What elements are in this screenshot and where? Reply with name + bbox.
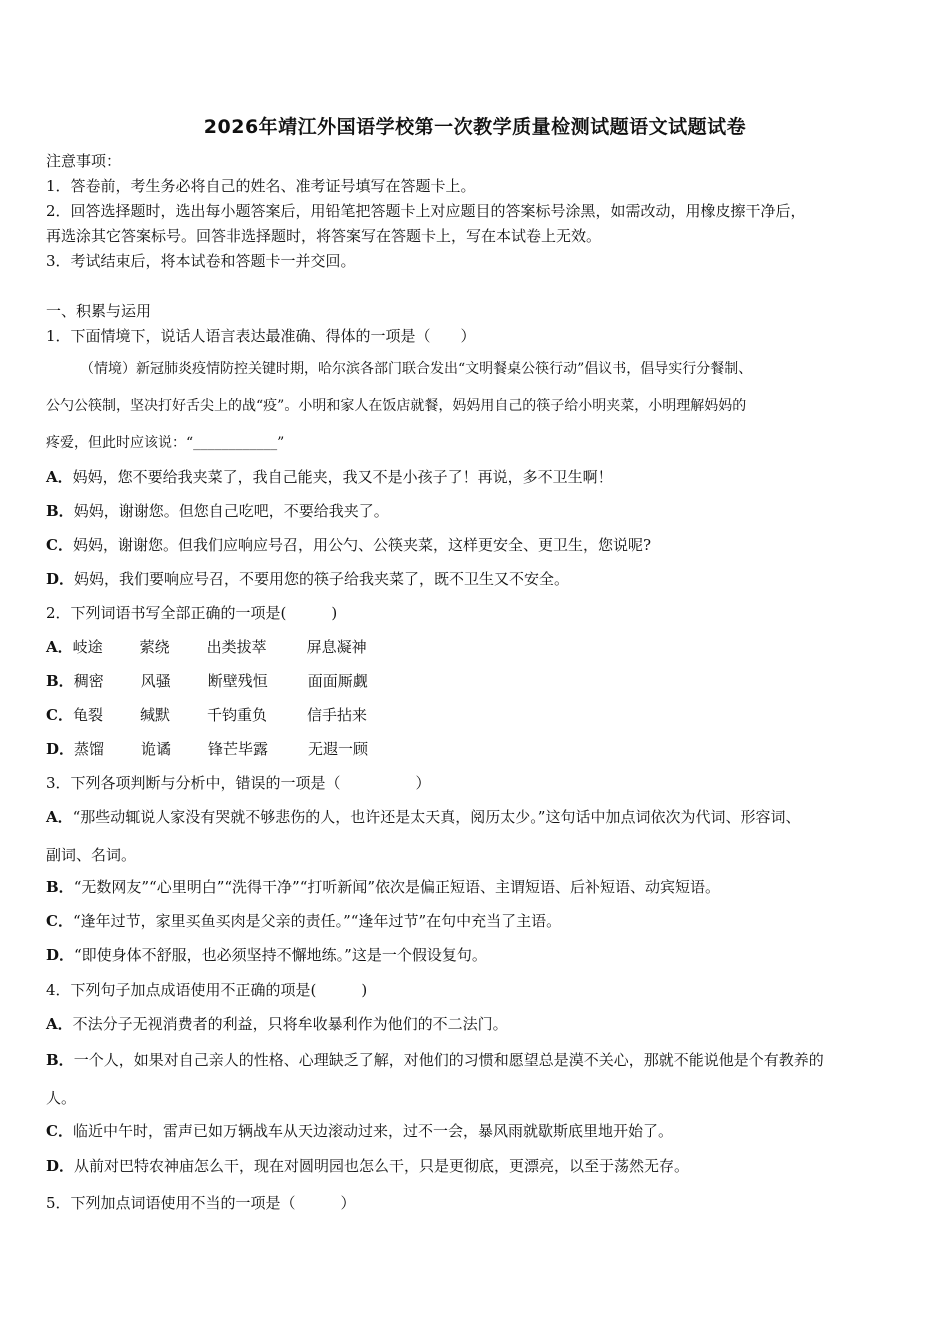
option-word: 稠密 bbox=[73, 672, 104, 690]
option-word: 屏息凝神 bbox=[306, 638, 367, 656]
option-label: D． bbox=[46, 740, 75, 758]
option-word: 缄默 bbox=[139, 706, 170, 724]
option-word: 信手拈来 bbox=[306, 706, 367, 724]
option-word: 岐途 bbox=[72, 638, 103, 656]
notice-item: 2．回答选择题时，选出每小题答案后，用铅笔把答题卡上对应题目的答案标号涂黑，如需改动，用橡皮擦干净后， bbox=[46, 202, 806, 220]
option-b bbox=[46, 1050, 824, 1070]
option-word: 锋芒毕露 bbox=[208, 740, 269, 758]
page-title: 2026年靖江外国语学校第一次教学质量检测试题语文试题试卷 bbox=[203, 116, 747, 138]
question-number: 4 bbox=[46, 981, 56, 999]
option-label: A． bbox=[46, 1015, 73, 1033]
option-label: A． bbox=[46, 468, 73, 486]
question-number: 2 bbox=[46, 604, 56, 622]
option-word: 出类拔萃 bbox=[206, 638, 267, 656]
question-4-stem bbox=[46, 980, 367, 1000]
option-c bbox=[46, 535, 651, 555]
option-text: 妈妈，我们要响应号召，不要用您的筷子给我夹菜了，既不卫生又不安全。 bbox=[74, 570, 570, 588]
question-text: ．下列词语书写全部正确的一项是( ) bbox=[55, 604, 338, 622]
option-label: B． bbox=[46, 672, 74, 690]
option-text: “即使身体不舒服，也必须坚持不懈地练。”这是一个假设复句。 bbox=[74, 946, 487, 964]
question-1-passage: 疼爱，但此时应该说：“____________” bbox=[46, 435, 285, 451]
option-word: 龟裂 bbox=[72, 706, 103, 724]
option-text: 妈妈，谢谢您。但我们应响应号召，用公勺、公筷夹菜，这样更安全、更卫生，您说呢? bbox=[72, 536, 651, 554]
option-label: A． bbox=[46, 808, 73, 826]
notice-heading: 注意事项： bbox=[46, 152, 122, 170]
option-label: C． bbox=[46, 1122, 73, 1140]
section-heading: 一、积累与运用 bbox=[46, 302, 152, 320]
question-text: ．下列句子加点成语使用不正确的项是( ) bbox=[55, 981, 368, 999]
option-label: B． bbox=[46, 502, 74, 520]
notice-item: 再选涂其它答案标号。回答非选择题时，将答案写在答题卡上，写在本试卷上无效。 bbox=[46, 227, 602, 245]
option-label: C． bbox=[46, 536, 73, 554]
notice-item: 1．答卷前，考生务必将自己的姓名、准考证号填写在答题卡上。 bbox=[46, 177, 476, 195]
question-1-stem bbox=[46, 326, 476, 346]
question-number: 5 bbox=[46, 1194, 56, 1212]
question-2-stem bbox=[46, 603, 337, 623]
option-text: 临近中午时，雷声已如万辆战车从天边滚动过来，过不一会，暴风雨就歇斯底里地开始了。 bbox=[72, 1122, 673, 1140]
option-label: B． bbox=[46, 1051, 74, 1069]
question-3-stem bbox=[46, 773, 431, 793]
option-text: “逢年过节，家里买鱼买肉是父亲的责任。”“逢年过节”在句中充当了主语。 bbox=[72, 912, 562, 930]
option-a bbox=[46, 807, 800, 827]
option-a bbox=[46, 467, 613, 487]
option-word: 蒸馏 bbox=[74, 740, 105, 758]
option-label: B． bbox=[46, 878, 74, 896]
option-b bbox=[46, 877, 720, 897]
option-text: “那些动辄说人家没有哭就不够悲伤的人，也许还是太天真，阅历太少。”这句话中加点词依次为代词、形容词、 bbox=[72, 808, 801, 826]
option-c bbox=[46, 1121, 673, 1141]
option-d bbox=[46, 739, 368, 759]
option-text: 从前对巴特农神庙怎么干，现在对圆明园也怎么干，只是更彻底，更漂亮，以至于荡然无存。 bbox=[74, 1157, 690, 1175]
option-text: “无数网友”“心里明白”“洗得干净”“打听新闻”依次是偏正短语、主谓短语、后补短语、动宾短语。 bbox=[73, 878, 721, 896]
option-word: 面面厮觑 bbox=[307, 672, 368, 690]
option-text: 妈妈，您不要给我夹菜了，我自己能夹，我又不是小孩子了！再说，多不卫生啊！ bbox=[72, 468, 613, 486]
option-text: 妈妈，谢谢您。但您自己吃吧，不要给我夹了。 bbox=[73, 502, 389, 520]
option-word: 风骚 bbox=[140, 672, 171, 690]
question-text: ．下面情境下，说话人语言表达最准确、得体的一项是（ ） bbox=[55, 327, 476, 345]
option-text: 一个人，如果对自己亲人的性格、心理缺乏了解，对他们的习惯和愿望总是漠不关心，那就不能说他是个有教养的 bbox=[73, 1051, 824, 1069]
option-a bbox=[46, 1014, 508, 1034]
option-b bbox=[46, 501, 389, 521]
option-label: C． bbox=[46, 706, 73, 724]
question-1-passage: （情境）新冠肺炎疫情防控关键时期，哈尔滨各部门联合发出“文明餐桌公筷行动”倡议书，倡导实行分餐制、 bbox=[80, 361, 753, 377]
option-text: 不法分子无视消费者的利益，只将牟收暴利作为他们的不二法门。 bbox=[72, 1015, 508, 1033]
option-word: 诡谲 bbox=[141, 740, 172, 758]
question-text: ．下列各项判断与分析中，错误的一项是（ ） bbox=[55, 774, 431, 792]
option-word: 断壁残恒 bbox=[207, 672, 268, 690]
option-d bbox=[46, 569, 569, 589]
option-a-continued: 副词、名词。 bbox=[46, 846, 137, 864]
question-number: 1 bbox=[46, 327, 56, 345]
option-b-continued: 人。 bbox=[46, 1089, 77, 1107]
option-b bbox=[46, 671, 368, 691]
option-label: D． bbox=[46, 946, 75, 964]
option-word: 无遐一顾 bbox=[308, 740, 369, 758]
option-d bbox=[46, 1156, 689, 1176]
question-5-stem bbox=[46, 1193, 356, 1213]
option-label: D． bbox=[46, 1157, 75, 1175]
option-d bbox=[46, 945, 487, 965]
option-word: 萦绕 bbox=[139, 638, 170, 656]
option-label: C． bbox=[46, 912, 73, 930]
question-1-passage: 公勺公筷制，坚决打好舌尖上的战“疫”。小明和家人在饭店就餐，妈妈用自己的筷子给小明夹菜，小明理解妈妈的 bbox=[46, 398, 747, 414]
option-label: D． bbox=[46, 570, 75, 588]
option-word: 千钧重负 bbox=[206, 706, 267, 724]
option-c bbox=[46, 911, 561, 931]
question-number: 3 bbox=[46, 774, 56, 792]
notice-item: 3．考试结束后，将本试卷和答题卡一并交回。 bbox=[46, 252, 356, 270]
option-label: A． bbox=[46, 638, 73, 656]
option-a bbox=[46, 637, 367, 657]
question-text: ．下列加点词语使用不当的一项是（ ） bbox=[55, 1194, 356, 1212]
option-c bbox=[46, 705, 367, 725]
